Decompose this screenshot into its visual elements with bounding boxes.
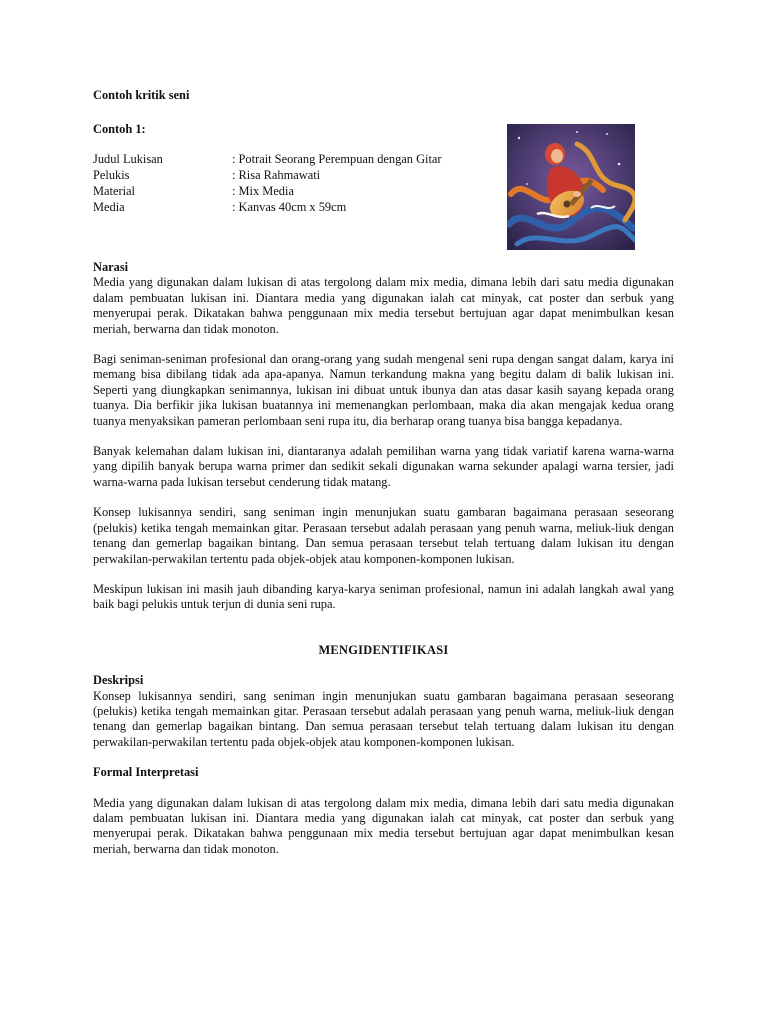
narasi-paragraph: Meskipun lukisan ini masih jauh dibanding karya-karya seniman profesional, namun ini adalah langkah awal yang baik bagi pelukis untuk terjun di dunia seni rupa. [93,581,674,612]
narasi-heading: Narasi [93,260,129,274]
formal-interpretasi-heading: Formal Interpretasi [93,765,199,780]
info-row [93,184,442,200]
narasi-paragraph: Banyak kelemahan dalam lukisan ini, diantaranya adalah pemilihan warna yang tidak variatif karena warna-warna yang dipilih banyak berupa warna primer dan sedikit sekali digunakan warna sekunder apalagi warna tersier, jadi warna-warna pada lukisan tersebut cenderung tidak matang. [93,444,674,489]
info-value: : Risa Rahmawati [232,168,321,182]
narasi-paragraph: Media yang digunakan dalam lukisan di atas tergolong dalam mix media, dimana lebih dari satu media digunakan dalam pembuatan lukisan ini. Diantara media yang digunakan ialah cat minyak, cat poster dan serbuk yang menyerupai perak. Dikatakan bahwa penggunaan mix media tersebut bertujuan agar dapat menimbulkan kesan meriah, berwarna dan tidak monoton. [93,275,674,336]
deskripsi-paragraph: Konsep lukisannya sendiri, sang seniman ingin menunjukan suatu gambaran bagaimana perasaan seseorang (pelukis) ketika tengah memainkan gitar. Perasaan tersebut adalah perasaan yang penuh warna, meliuk-liuk dengan tenang dan gemerlap bagaikan bintang. Dan semua perasaan tersebut telah tertuang dalam lukisan itu dengan perwakilan-perwakilan tertentu pada objek-objek atau komponen-komponen lukisan. [93,688,674,749]
info-value: : Potrait Seorang Perempuan dengan Gitar [232,152,442,166]
info-key: Material [93,184,135,198]
info-key: Pelukis [93,168,130,182]
artwork-info-table [93,152,442,216]
document-body [93,260,674,857]
info-row [93,168,442,184]
formal-interpretasi-paragraph: Media yang digunakan dalam lukisan di atas tergolong dalam mix media, dimana lebih dari satu media digunakan dalam pembuatan lukisan ini. Diantara media yang digunakan ialah cat minyak, cat poster dan serbuk yang menyerupai perak. Dikatakan bahwa penggunaan mix media tersebut bertujuan agar dapat menimbulkan kesan meriah, berwarna dan tidak monoton. [93,795,674,856]
info-value: : Kanvas 40cm x 59cm [232,200,347,214]
document-title: Contoh kritik seni [93,88,190,102]
info-key: Judul Lukisan [93,152,163,166]
info-value: : Mix Media [232,184,294,198]
narasi-paragraph: Konsep lukisannya sendiri, sang seniman ingin menunjukan suatu gambaran bagaimana perasaan seseorang (pelukis) ketika tengah memainkan gitar. Perasaan tersebut adalah perasaan yang penuh warna, meliuk-liuk dengan tenang dan gemerlap bagaikan bintang. Dan semua perasaan tersebut telah tertuang dalam lukisan itu dengan perwakilan-perwakilan tertentu pada objek-objek atau komponen-komponen lukisan. [93,505,674,566]
example-title: Contoh 1: [93,122,146,136]
deskripsi-heading: Deskripsi [93,673,144,688]
mengidentifikasi-heading: MENGIDENTIFIKASI [318,642,449,657]
info-key: Media [93,200,125,214]
document-page [93,88,674,856]
painting-image [507,124,635,250]
info-row [93,152,442,168]
info-row [93,200,442,216]
narasi-paragraph: Bagi seniman-seniman profesional dan orang-orang yang sudah mengenal seni rupa dengan sangat dalam, karya ini memang bisa dibilang tidak ada apa-apanya. Namun terkandung makna yang begitu dalam di balik lukisan ini. Seperti yang diungkapkan senimannya, lukisan ini dibuat untuk ibunya dan atas dasar kasih sayang kepada orang tuanya. Dia berfikir jika lukisan buatannya ini memenangkan perlombaan, maka dia akan mengajak kedua orang tuanya menyaksikan pameran perlombaan seni rupa itu, dia berharap orang tuanya bisa bangga kepadanya. [93,352,674,428]
